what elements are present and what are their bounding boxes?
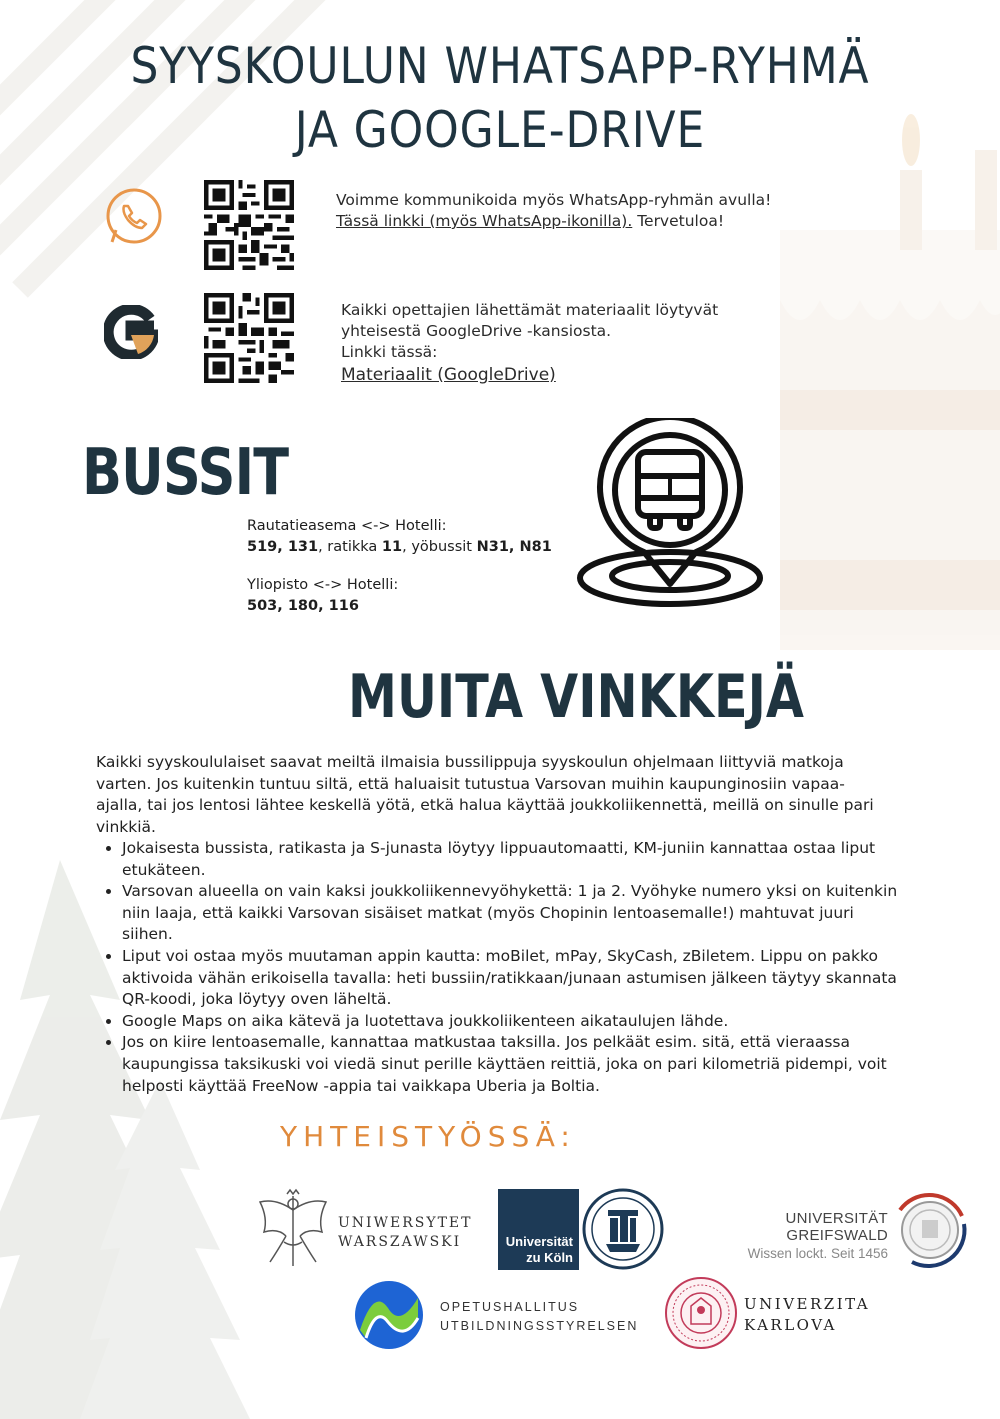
drive-text xyxy=(341,300,718,386)
bussit-heading: BUSSIT xyxy=(82,436,289,510)
greifswald-name: UNIVERSITÄT GREIFSWALD Wissen lockt. Seit 1456 xyxy=(747,1210,888,1261)
whatsapp-qr-code[interactable] xyxy=(204,180,294,270)
opetushallitus-name: OPETUSHALLITUS UTBILDNINGSSTYRELSEN xyxy=(440,1300,639,1333)
route-2-title: Yliopisto <-> Hotelli: xyxy=(247,577,399,593)
karlova-seal xyxy=(664,1276,738,1350)
whatsapp-welcome: Tervetuloa! xyxy=(632,212,725,230)
list-item: • Google Maps on aika kätevä ja luotettava joukkoliikenteen aikataulujen lähde. xyxy=(122,1011,902,1033)
title-line-2: JA GOOGLE-DRIVE xyxy=(294,101,706,159)
list-item: • Jokaisesta bussista, ratikasta ja S-junasta löytyy lippuautomaatti, KM-juniin kannattaa ostaa liput etukäteen. xyxy=(122,838,902,881)
koln-line-1: Universität xyxy=(505,1234,573,1249)
tips-intro: Kaikki syyskoululaiset saavat meiltä ilmaisia bussilippuja syyskoulun ohjelmaan liittyviä matkoja varten. Jos kuitenkin tuntuu siltä, että haluaisit tutustua Varsovan muihin kaupunginosiin vapaa-ajalla, tai jos lentosi lähtee keskellä yötä, etkä halua käyttää joukkoliikennettä, meillä on sinulle pari vinkkiä. xyxy=(96,753,874,836)
bus-routes xyxy=(247,516,552,617)
tips-list xyxy=(96,838,902,1097)
koln-seal xyxy=(582,1188,664,1270)
muita-heading: MUITA VINKKEJÄ xyxy=(348,662,804,732)
drive-line-3: Linkki tässä: xyxy=(341,343,438,361)
list-item: • Jos on kiire lentoasemalle, kannattaa matkustaa taksilla. Jos pelkäät esim. sitä, että vieraassa kaupungissa taksikuski voi viedä sinut perille käyttäen reittiä, joka on pari kilometriä pidempi, voit helposti käyttää FreeNow -appia tai vaikkapa Uberia ja Boltia. xyxy=(122,1032,902,1097)
bus-stop-pin-icon xyxy=(574,418,766,608)
title-line-1: SYYSKOULUN WHATSAPP-RYHMÄ xyxy=(130,37,870,95)
page-title xyxy=(60,38,940,158)
uw-name: UNIWERSYTET WARSZAWSKI xyxy=(338,1215,473,1250)
whatsapp-line-1: Voimme kommunikoida myös WhatsApp-ryhmän avulla! xyxy=(336,191,772,209)
drive-materials-link[interactable]: Materiaalit (GoogleDrive) xyxy=(341,365,556,385)
list-item: • Varsovan alueella on vain kaksi joukkoliikennevyöhykettä: 1 ja 2. Vyöhyke numero yksi on kuitenkin niin laaja, että kaikki Varsovan sisäiset matkat (myös Chopinin lentoasemalle!) mahtuvat juuri siihen. xyxy=(122,881,902,946)
drive-qr-code[interactable] xyxy=(204,293,294,383)
karlova-name: UNIVERZITA KARLOVA xyxy=(744,1295,871,1334)
partners-heading: YHTEISTYÖSSÄ: xyxy=(280,1120,576,1153)
route-2-lines: 503, 180, 116 xyxy=(247,598,359,614)
koln-logo xyxy=(498,1189,579,1270)
list-item: • Liput voi ostaa myös muutaman appin kautta: moBilet, mPay, SkyCash, zBiletem. Lippu on pakko aktivoida vähän erikoisella tavalla: heti bussiin/ratikkaan/junaan astumisen jälkeen täytyy skannata QR-koodi, joka löytyy oven läheltä. xyxy=(122,946,902,1011)
uw-eagle-logo xyxy=(256,1188,330,1272)
drive-line-2: yhteisestä GoogleDrive -kansiosta. xyxy=(341,322,612,340)
koln-line-2: zu Köln xyxy=(526,1250,573,1265)
drive-line-1: Kaikki opettajien lähettämät materiaalit löytyvät xyxy=(341,301,719,319)
google-icon[interactable] xyxy=(104,305,158,359)
whatsapp-icon[interactable] xyxy=(102,186,164,248)
opetushallitus-logo xyxy=(352,1278,426,1352)
greifswald-seal xyxy=(892,1188,968,1270)
route-1-lines: 519, 131, ratikka 11, yöbussit N31, N81 xyxy=(247,539,552,555)
whatsapp-group-link[interactable]: Tässä linkki (myös WhatsApp-ikonilla). xyxy=(336,212,633,230)
route-1-title: Rautatieasema <-> Hotelli: xyxy=(247,518,447,534)
whatsapp-text xyxy=(336,190,771,232)
